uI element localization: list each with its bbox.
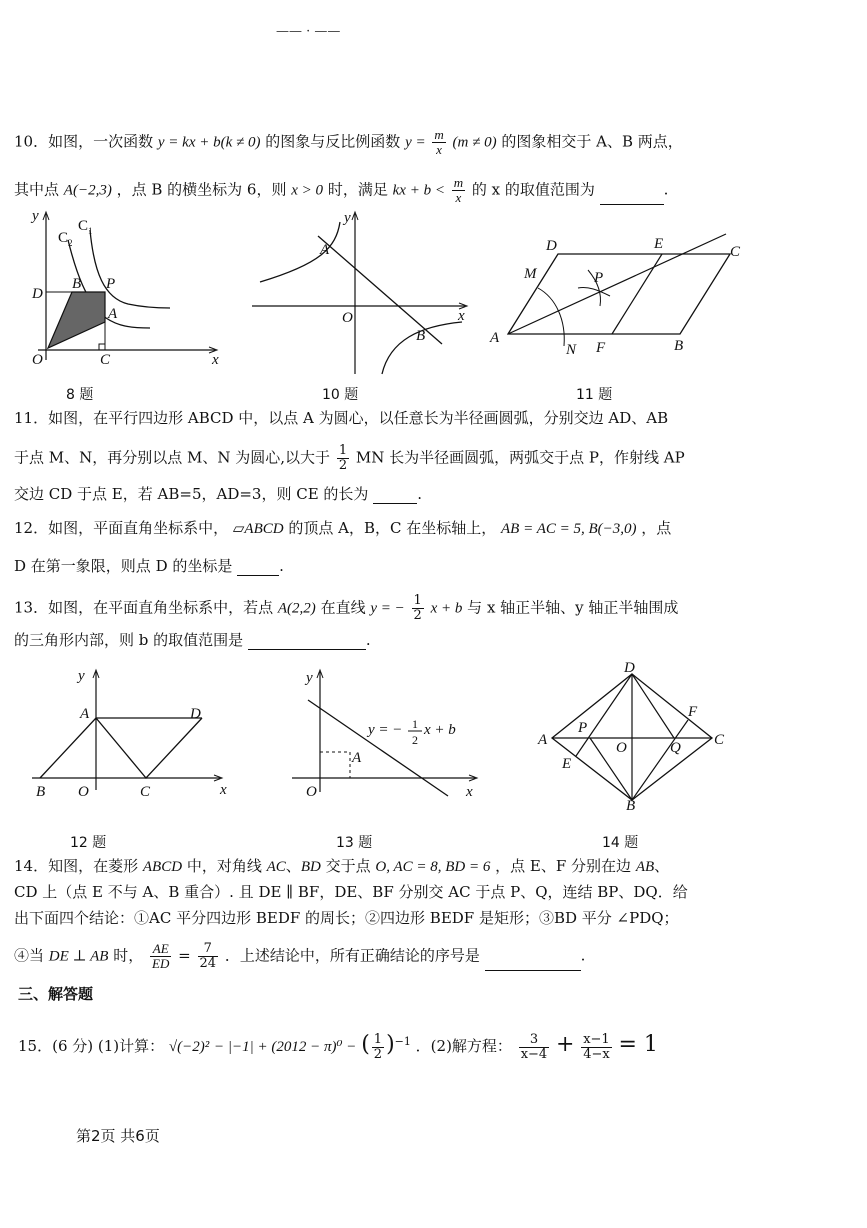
q11-text: MN 长为半径画圆弧，两弧交于点 P，作射线 AP <box>355 448 685 467</box>
figure-12 <box>30 668 240 808</box>
q13-text: 的三角形内部，则 b 的取值范围是 <box>14 631 244 649</box>
q10-line2 <box>14 176 668 205</box>
q15-exponent: −1 <box>394 1035 411 1048</box>
figure-8 <box>10 210 225 370</box>
fig14-label-o: O <box>616 740 627 756</box>
q14-line1 <box>14 856 669 877</box>
q13-answer-blank[interactable] <box>248 633 366 650</box>
q10-text: 时，满足 <box>327 180 388 199</box>
fig14-label-f: F <box>688 704 698 720</box>
fig14-label-q: Q <box>670 740 681 756</box>
fig14-caption: 14 题 <box>602 835 639 851</box>
q15-line <box>18 1032 658 1062</box>
fig13-eq-num: 1 <box>412 717 418 731</box>
q13-line2 <box>14 630 371 650</box>
q10-text: ，点 B 的横坐标为 6，则 <box>116 180 287 199</box>
fig8-label-c: C <box>100 352 111 368</box>
q13-fraction-half: $\frac{1}{2}$ <box>413 593 422 623</box>
fig12-label-x: x <box>220 782 227 798</box>
q13-line1 <box>14 594 678 623</box>
q10-fraction-m-over-x: $\frac{m}{x}$ <box>434 127 444 157</box>
q10-text: 的 x 的取值范围为 <box>471 180 595 199</box>
q14-text: ④当 <box>14 946 45 965</box>
q12-text: ，点 <box>641 519 672 537</box>
fig14-label-c: C <box>714 732 725 748</box>
fig11-label-b: B <box>674 338 684 354</box>
fig14-label-p: P <box>578 720 588 736</box>
q11-fraction-half: $\frac{1}{2}$ <box>338 443 348 473</box>
figure-11 <box>486 230 756 360</box>
q12-period: . <box>279 557 284 575</box>
q15-fraction-1: $\frac{3}{x-4}$ <box>520 1031 548 1062</box>
q14-fraction-7-24: $\frac{7}{24}$ <box>199 941 217 971</box>
fig14-label-e: E <box>562 756 572 772</box>
fig8-label-p: P <box>106 276 116 292</box>
fig13-label-o: O <box>306 784 317 800</box>
fig11-label-a: A <box>490 330 500 346</box>
q14-equals: = <box>178 946 191 965</box>
fig11-label-m: M <box>524 266 537 282</box>
q11-text: 交边 CD 于点 E，若 AB=5，AD=3，则 CE 的长为 <box>14 485 369 503</box>
q13-text: 13．如图，在平面直角坐标系中，若点 <box>14 598 274 617</box>
fig8-label-x: x <box>212 352 219 368</box>
q11-line3 <box>14 484 422 504</box>
header-fragment: —— · —— <box>276 24 341 39</box>
fig8-label-c2-sub: 2 <box>68 238 73 248</box>
fig11-label-p: P <box>594 270 604 286</box>
fig14-label-b: B <box>626 798 636 814</box>
q14-bd: BD <box>300 859 321 875</box>
q10-inequality: kx + b < <box>392 182 445 199</box>
fig8-label-o: O <box>32 352 43 368</box>
q12-text: 12．如图，平面直角坐标系中， <box>14 519 229 537</box>
q14-condition: O, AC = 8, BD = 6 <box>375 859 491 875</box>
q13-line-lhs: y = − <box>370 600 405 617</box>
q15-paren-close: ) <box>386 1032 395 1057</box>
q14-ac: AC <box>266 859 286 875</box>
q10-text: 的图象相交于 A、B 两点， <box>501 132 683 151</box>
q12-text: 的顶点 A，B，C 在坐标轴上， <box>288 519 497 537</box>
fig13-label-a: A <box>352 750 362 766</box>
figure-13 <box>290 668 490 808</box>
figure-10 <box>250 208 475 378</box>
section-title-answer-questions: 三、解答题 <box>18 985 94 1003</box>
q14-line3: 出下面四个结论：①AC 平分四边形 BEDF 的周长；②四边形 BEDF 是矩形；③BD 平分 ∠PDQ； <box>14 909 679 927</box>
q11-period: . <box>417 485 422 503</box>
q10-inverse-lhs: y = <box>405 134 426 151</box>
q10-line1 <box>14 128 683 157</box>
q14-line4 <box>14 942 585 971</box>
q13-period: . <box>365 631 371 649</box>
q12-condition: AB = AC = 5, B(−3,0) <box>501 521 637 537</box>
q14-rhombus: ABCD <box>142 859 183 875</box>
q14-ab: AB <box>635 859 655 875</box>
fig14-label-d: D <box>624 660 635 676</box>
page-footer: 第2页 共6页 <box>76 1127 160 1145</box>
q10-linear-function: y = kx + b(k ≠ 0) <box>157 134 261 151</box>
fig12-label-o: O <box>78 784 89 800</box>
q10-text: 10．如图，一次函数 <box>14 132 154 151</box>
q11-line2 <box>14 444 685 473</box>
q13-line-rhs: x + b <box>430 600 463 617</box>
fig8-label-d: D <box>32 286 43 302</box>
q15-equals-one: = 1 <box>618 1032 658 1057</box>
q11-line1: 11．如图，在平行四边形 ABCD 中，以点 A 为圆心，以任意长为半径画圆弧，分别交边 AD、AB <box>14 409 669 427</box>
fig8-label-b: B <box>72 276 82 292</box>
fig11-label-e: E <box>654 236 664 252</box>
q14-text: 14．知图，在菱形 <box>14 857 139 875</box>
fig11-label-n: N <box>566 342 577 358</box>
fig11-caption: 11 题 <box>576 387 613 403</box>
fig10-label-a: A <box>320 242 330 258</box>
fig8-label-y: y <box>32 208 39 224</box>
q14-text: 中，对角线 <box>186 857 262 875</box>
q13-text: 与 x 轴正半轴、y 轴正半轴围成 <box>467 598 679 617</box>
q14-text: 、 <box>654 857 670 875</box>
q15-sqrt-term: √(−2)² <box>168 1039 210 1055</box>
q15-part-b: ．(2)解方程： <box>415 1037 512 1055</box>
q11-text: 于点 M、N，再分别以点 M、N 为圆心,以大于 <box>14 448 331 467</box>
fig8-label-c2: C <box>58 230 69 246</box>
fig13-eq-lhs: y = − <box>368 722 403 738</box>
q10-answer-blank[interactable] <box>600 188 664 205</box>
fig14-label-a: A <box>538 732 548 748</box>
q11-answer-blank[interactable] <box>373 487 417 504</box>
fig13-eq-den: 2 <box>412 733 418 747</box>
fig13-label-x: x <box>466 784 473 800</box>
q14-fraction-ae-ed: $\frac{AE}{ED}$ <box>152 941 170 971</box>
q12-answer-blank[interactable] <box>237 559 279 576</box>
fig13-label-y: y <box>306 670 313 686</box>
q15-part-a: 15．(6 分) (1)计算： <box>18 1037 165 1055</box>
q10-text: 其中点 <box>14 180 60 199</box>
fig11-label-f: F <box>596 340 606 356</box>
fig10-label-b: B <box>416 328 426 344</box>
q12-text: D 在第一象限，则点 D 的坐标是 <box>14 557 233 575</box>
q15-paren-open: ( <box>361 1032 370 1057</box>
q12-line1 <box>14 518 671 539</box>
q15-fraction-half: $\frac{1}{2}$ <box>373 1031 383 1062</box>
fig8-label-a: A <box>108 306 118 322</box>
fig11-label-d: D <box>546 238 557 254</box>
q10-text: 的图象与反比例函数 <box>265 132 401 151</box>
q10-condition: (m ≠ 0) <box>452 134 497 151</box>
q12-line2 <box>14 556 284 576</box>
q15-plus: + <box>555 1032 575 1057</box>
q14-text: ，点 E、F 分别在边 <box>495 857 632 875</box>
fig13-caption: 13 题 <box>336 835 373 851</box>
q10-period: . <box>663 180 669 199</box>
fig12-label-y: y <box>78 668 85 684</box>
q13-point-a: A(2,2) <box>277 600 316 617</box>
fig10-label-y: y <box>344 210 351 226</box>
fig13-eq-rhs: x + b <box>424 722 456 738</box>
q14-perpendicular: DE ⊥ AB <box>48 948 109 965</box>
q14-text: 、 <box>285 857 301 875</box>
fig12-label-a: A <box>80 706 90 722</box>
fig12-label-b: B <box>36 784 46 800</box>
fig10-caption: 10 题 <box>322 387 359 403</box>
fig11-label-c: C <box>730 244 741 260</box>
fig12-caption: 12 题 <box>70 835 107 851</box>
q14-period: . <box>580 946 586 965</box>
fig8-caption: 8 题 <box>66 387 94 403</box>
fig10-label-x: x <box>458 308 465 324</box>
q13-text: 在直线 <box>320 598 366 617</box>
fig8-label-c1-sub: 1 <box>88 226 93 236</box>
q10-x-condition: x > 0 <box>291 182 324 199</box>
q15-fraction-2: $\frac{x-1}{4-x}$ <box>583 1031 610 1062</box>
q14-answer-blank[interactable] <box>485 954 581 971</box>
q10-point-a: A(−2,3) <box>63 182 112 199</box>
fig12-label-d: D <box>190 706 201 722</box>
fig8-label-c1: C <box>78 218 89 234</box>
q14-line2: CD 上（点 E 不与 A、B 重合）. 且 DE ∥ BF，DE、BF 分别交 AC 于点 P、Q，连结 BP、DQ．给 <box>14 883 688 901</box>
fig12-label-c: C <box>140 784 151 800</box>
q14-text: 时， <box>113 946 144 965</box>
figure-14 <box>536 660 736 814</box>
fig10-label-o: O <box>342 310 353 326</box>
q15-calc-terms: − |−1| + (2012 − π)⁰ − <box>214 1039 357 1055</box>
q14-text: 交于点 <box>325 857 371 875</box>
q12-parallelogram: ▱ABCD <box>232 521 284 537</box>
q14-text: ．上述结论中，所有正确结论的序号是 <box>224 946 480 965</box>
q10-fraction-m-over-x-2: $\frac{m}{x}$ <box>453 175 464 205</box>
